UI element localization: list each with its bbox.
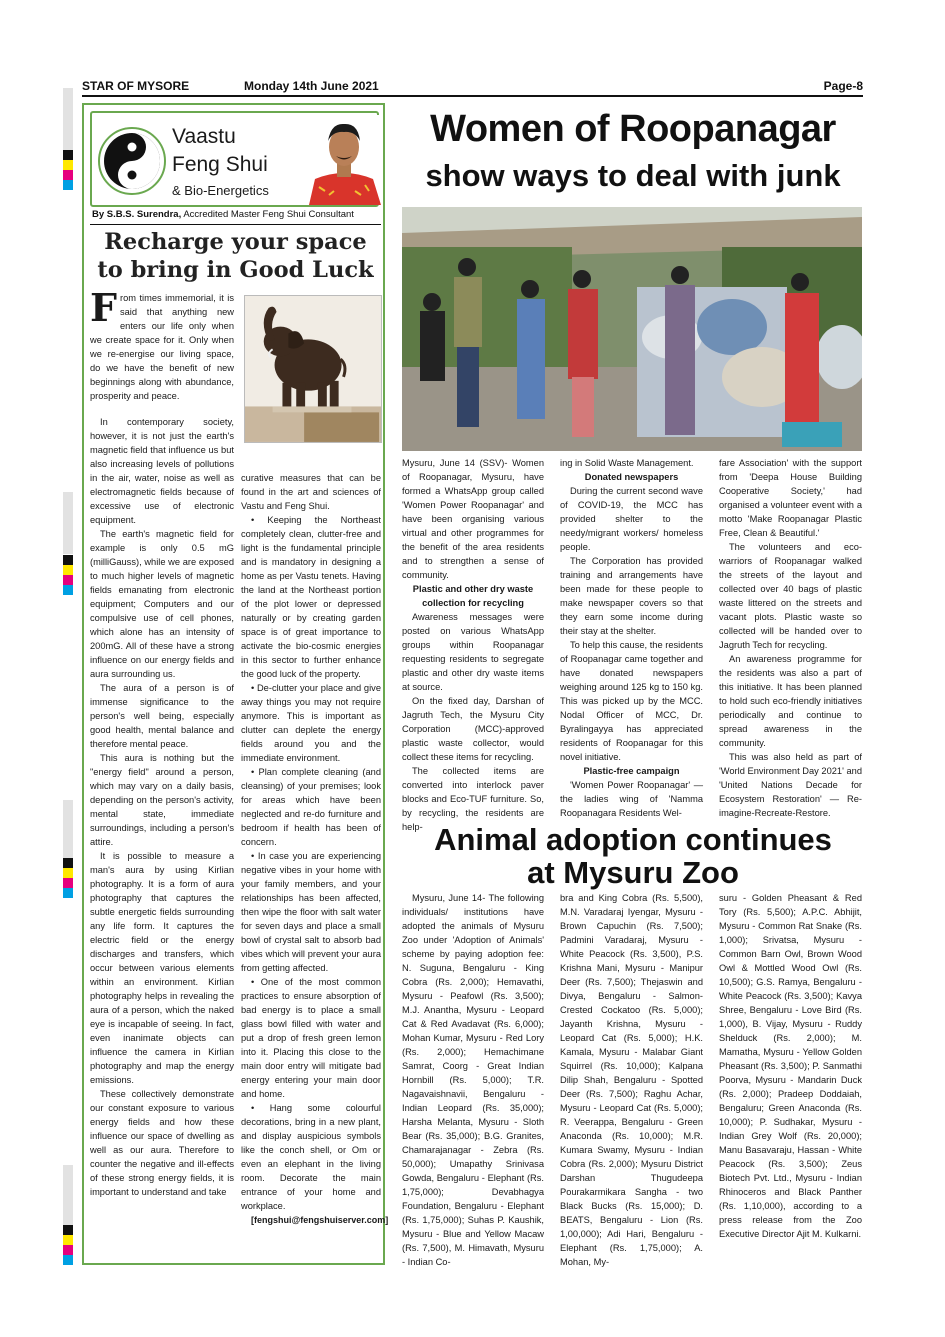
article-headline-line1: Recharge your space [104, 229, 367, 255]
page-header [82, 79, 863, 97]
paragraph: In contemporary society, however, it is not just the earth's magnetic field that influence us but also increasing levels of pollutions in the air, water, noise as well as electromagnetic fields because of excessive use of electronic equipment. [90, 417, 234, 525]
zoo-col2 [560, 891, 703, 1269]
author-portrait [305, 115, 383, 205]
article-headline-line2: to bring in Good Luck [97, 257, 374, 283]
paragraph: Mysuru, June 14- The following individuals/ institutions have adopted the animals of Mysuru Zoo under 'Adoption of Animals' scheme by paying adoption fee: N. Suguna, Bengaluru - King Cobra (Rs. 2,000); Hemavathi, Mysuru - Peafowl (Rs. 3,500); M.J. Anantha, Mysuru - Leopard Cat & Red Avadavat (Rs. 6,000); Mohan Kumar, Mysuru - Red Lory (Rs. 2,000); Hemachimane Samrat, Coorg - Great Indian Hornbill (Rs. 5,000); T.R. Nagavaishnavii, Bengaluru - Indian Leopard (Rs. 35,000); Harsha Melanta, Mysuru - Sloth Bear (Rs. 35,000); B.G. Granites, Chamarajanagar - Zebra (Rs. 50,000); Umapathy Srinivasa Gowda, Bengaluru - Elephant (Rs. 1,75,000); Devabhagya Foundation, Bengaluru - Elephant (Rs. 1,75,000); Suhas P. Kaushik, Mysuru - Blue and Yellow Macaw (Rs. 7,500), M. Himavath, Mysuru - Indian Co- [402, 893, 544, 1267]
registration-marks [63, 555, 73, 595]
paragraph: bra and King Cobra (Rs. 5,500), M.N. Varadaraj Iyengar, Mysuru - Brown Capuchin (Rs. 7,500); Padmini Varadaraj, Mysuru - White Peacock (Rs. 3,500), P.S. Krishna Mani, Mysuru - Manipur Deer (Rs. 7,500); Thejaswin and Divya, Bengaluru - Salmon-Crested Cockatoo (Rs. 5,000); Jayanth Krishna, Mysuru - Leopard Cat (Rs. 5,000); H.K. Kamala, Mysuru - Malabar Giant Squirrel (Rs. 10,000); Kalpana Dilip Shah, Bengaluru - Spotted Deer (Rs. 7,500); Raghu Achar, Mysuru - Leopard Cat (Rs. 5,000); R. Veerappa, Bengaluru - Green Anaconda (Rs. 10,000); M.R. Kumara Swamy, Mysuru - Indian Cobra (Rs. 2,000); Mysuru District Darshan Thugudeepa Pourakarmikara Sangha - two Black Bucks (Rs. 15,000); D. BEATS, Bengaluru - Lion (Rs. 1,00,000); Adi Hari, Bengaluru - Elephant (Rs. 1,75,000); A. Mohan, My- [560, 893, 703, 1267]
bullet-tip: • Keeping the Northeast completely clean, clutter-free and light is the fundamental principle and is mandatory in designing a home as per Vastu tenets. Having the land at the Northeast portion of the plot lower or depressed naturally or by creating garden space is of great importance to activate the bio-cosmic energies in this sector to further enhance the good luck of the property. [241, 515, 381, 679]
paragraph: It is possible to measure a man's aura by using Kirlian photography. It is a form of aura photography that captures the subtle energetic fields surrounding any life form. It captures the electric field or the energy discharges and transfers, which occur between various elements within an environment. Kirlian photography helps in revealing the aura of a person, which the naked eye is incapable of seeing. In fact, even inanimate objects can influence the camera in Kirlian photography and map the energy emissions. [90, 851, 234, 1085]
roopanagar-col1 [402, 456, 544, 834]
roopanagar-headline-line2: show ways to deal with junk [425, 158, 841, 193]
dropcap: F [90, 285, 117, 330]
elephant-figurine-image [244, 295, 382, 443]
margin-grey-bar [63, 800, 73, 858]
paragraph: The earth's magnetic field for example is only 0.5 mG (milliGauss), while we are exposed to much higher levels of magnetic fields emanating from electronic equipment; Computers and our compulsive use of cell phones, which alone has an intensity of 200mG. All of these have a strong influence on our energy fields and aura surrounding us. [90, 529, 234, 679]
paragraph: This aura is nothing but the "energy field" around a person, which may vary on a daily basis, depending on the person's activity, mental state, immediate surroundings, including a person's attire. [90, 753, 234, 847]
vaastu-col1-top [90, 285, 234, 403]
paragraph: The collected items are converted into interlock paver blocks and Eco-TUF furniture. So, by recycling, the residents are help- [402, 766, 544, 832]
byline-role: Accredited Master Feng Shui Consultant [181, 209, 354, 220]
subheading: Plastic and other dry waste collection for recycling [412, 584, 534, 608]
vaastu-col1 [90, 415, 234, 1199]
margin-grey-bar [63, 1165, 73, 1225]
paragraph: Awareness messages were posted on various WhatsApp groups within Roopanagar requesting residents to segregate plastic and other dry waste items at source. [402, 612, 544, 692]
paragraph: During the current second wave of COVID-19, the MCC has provided shelter to the needy/migrant workers/ homeless people. [560, 486, 703, 552]
zoo-headline-line1: Animal adoption continues [434, 822, 832, 857]
page-number: Page-8 [823, 79, 863, 93]
vaastu-col2 [241, 471, 389, 1227]
issue-date: Monday 14th June 2021 [244, 79, 379, 93]
brand-vaastu: Vaastu [172, 125, 236, 148]
registration-marks [63, 1225, 73, 1265]
bullet-tip: • De-clutter your place and give away things you may not require anymore. This is important as clutter can deplete the energy fields around you and the immediate environment. [241, 683, 381, 763]
yin-yang-icon [98, 127, 166, 195]
margin-grey-bar [63, 492, 73, 554]
bullet-tip: • In case you are experiencing negative vibes in your home with your family members, and your relationships has been affected, then wipe the floor with salt water for seven days and place a small bowl of crystal salt to absorb bad vibes which will prevent your aura from getting affected. [241, 851, 381, 973]
subheading: Plastic-free campaign [583, 766, 680, 776]
volunteers-photo [402, 207, 862, 451]
registration-marks [63, 150, 73, 190]
paragraph: An awareness programme for the residents was also a part of this initiative. It has been planned to hold such eco-friendly initiatives periodically and continue to spread awareness in the community. [719, 654, 862, 748]
paragraph: suru - Golden Pheasant & Red Tory (Rs. 5,500); A.P.C. Abhijit, Mysuru - Common Rat Snake (Rs. 1,000); Srivatsa, Mysuru - Common Barn Owl, Brown Wood Owl & Mottled Wood Owl (Rs. 10,500); G.S. Ramya, Bengaluru - White Peacock (Rs. 3,500); Kavya Shree, Bengaluru - Love Bird (Rs. 1,000), B. Vijay, Mysuru - Ruddy Shelduck (Rs. 2,000); M. Mamatha, Mysuru - Yellow Golden Pheasant (Rs. 3,500); P. Sanmathi Poorva, Mysuru - Mandarin Duck (Rs. 2,000); Pradeep Doddaiah, Bengaluru; Green Anaconda (Rs. 10,000); P. Sudhakar, Mysuru - Indian Grey Wolf (Rs. 20,000); Manu Basavaraju, Hassan - White Peacock (Rs. 3,500); Zeus Biotech Pvt. Ltd., Mysuru - Indian Rhinoceros and Black Panther (Rs. 1,10,000), according to a press release from the Zoo Executive Director Ajit M. Kulkarni. [719, 893, 862, 1239]
paragraph: These collectively demonstrate our constant exposure to various energy fields and how these influence our space of dwelling as well as our aura. Therefore to counter the negative and ill-effects of these strong energy fields, it is important to understand and take [90, 1089, 234, 1197]
paragraph: 'Women Power Roopanagar' — the ladies wing of 'Namma Roopanagara Residents Wel- [560, 780, 703, 818]
author-email: [fengshui@fengshuiserver.com] [251, 1215, 389, 1225]
paragraph: The Corporation has provided training and arrangements have been made for these people to make newspaper covers so that they earn some income during their stay at the shelter. [560, 556, 703, 636]
paragraph: To help this cause, the residents of Roopanagar came together and have donated newspapers weighing around 125 kg to 150 kg. This was picked up by the MCC. Nodal Officer of MCC, Dr. Byralingayya has appreciated residents of Roopanagar for this novel initiative. [560, 640, 703, 762]
paragraph: rom times immemorial, it is said that anything new enters our life only when we create space for it. Only when we re-energise our living space, do we have the benefit of new beginnings along with abundance, prosperity and peace. [90, 293, 234, 401]
paragraph: curative measures that can be found in the art and sciences of Vastu and Feng Shui. [241, 473, 381, 511]
brand-feng-shui: Feng Shui [172, 153, 268, 176]
paragraph: On the fixed day, Darshan of Jagruth Tech, the Mysuru City Corporation (MCC)-approved plastic waste collector, would collect these items for recycling. [402, 696, 544, 762]
paragraph: The volunteers and eco-warriors of Roopanagar walked the streets of the layout and collected over 40 bags of plastic waste littered on the streets and vacant plots. Plastic waste so collected will be handed over to Jagruth Tech for recycling. [719, 542, 862, 650]
vaastu-column [82, 103, 389, 1265]
paragraph: The aura of a person is of immense significance to the person's well being, especially good health, mental balance and therefore mental peace. [90, 683, 234, 749]
registration-marks [63, 858, 73, 898]
subheading: Donated newspapers [584, 472, 679, 482]
margin-grey-bar [63, 88, 73, 150]
zoo-col1 [402, 891, 544, 1269]
divider [90, 224, 381, 225]
paragraph: fare Association' with the support from 'Deepa House Building Cooperative Society,' had organised a volunteer event with a motto 'Make Roopanagar Plastic Free, Clean & Beautiful.' [719, 458, 862, 538]
paragraph: ing in Solid Waste Management. [560, 458, 694, 468]
bullet-tip: • Plan complete cleaning (and cleansing) of your premises; look for areas which have been neglected and re-do furniture and bedroom if health has been of concern. [241, 767, 381, 847]
zoo-headline-line2: at Mysuru Zoo [527, 855, 739, 890]
byline [92, 209, 354, 220]
bullet-tip: • Hang some colourful decorations, bring in a new plant, and display auspicious symbols like the conch shell, or Om or even an elephant in the living room. Decorate the main entrance of your home and workplace. [241, 1103, 381, 1211]
byline-author: By S.B.S. Surendra, [92, 209, 182, 220]
roopanagar-headline-line1: Women of Roopanagar [430, 108, 836, 150]
brand-bio-energetics: & Bio-Energetics [172, 183, 269, 198]
bullet-tip: • One of the most common practices to ensure absorption of bad energy is to place a small glass bowl filled with water and put a drop of fresh green lemon into it. Placing this close to the main door entry will mitigate bad energy entering your main door and home. [241, 977, 381, 1099]
column-brand-box [90, 111, 379, 207]
publication-name: STAR OF MYSORE [82, 79, 190, 93]
paragraph: Mysuru, June 14 (SSV)- Women of Roopanagar, Mysuru, have formed a WhatsApp group called 'Women Power Roopanagar' and have been organising various virtual and other programmes for the benefit of the area residents and to strengthen a sense of community. [402, 458, 544, 580]
zoo-col3 [719, 891, 862, 1241]
roopanagar-col3 [719, 456, 862, 820]
roopanagar-col2 [560, 456, 703, 820]
paragraph: This was also held as part of 'World Environment Day 2021' and 'United Nations Decade for Ecosystem Restoration' — Re-imagine-Recreate-Restore. [719, 752, 862, 818]
